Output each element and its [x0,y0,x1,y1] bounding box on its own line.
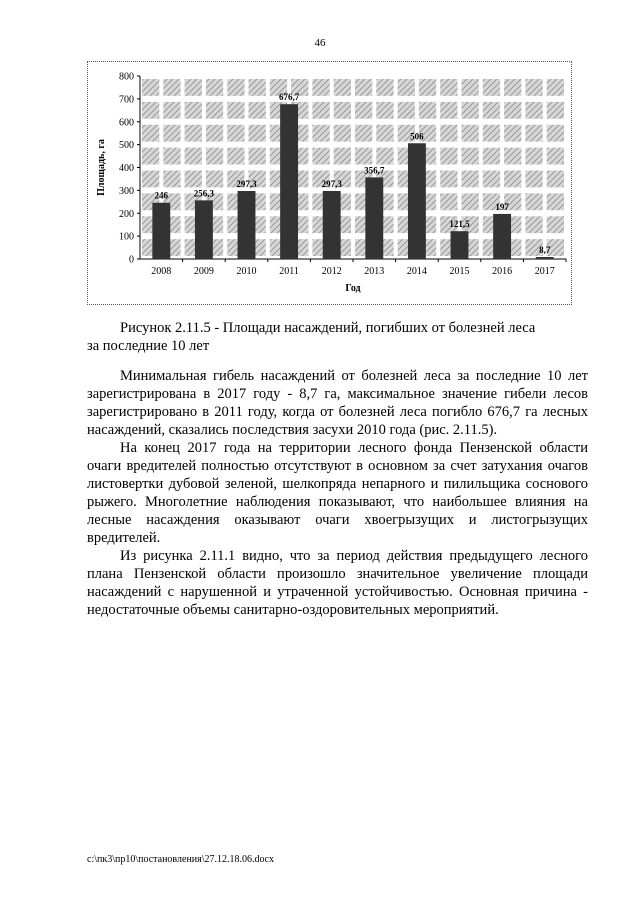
bar [536,257,554,259]
data-label: 246 [154,190,169,201]
page-number: 46 [314,37,326,49]
bar [238,191,256,259]
bar [365,177,383,259]
figure-caption [87,319,588,355]
caption-line-1-text: Рисунок 2.11.5 - Площади насаждений, погибших от болезней леса [120,320,536,336]
y-tick-label: 500 [119,140,134,152]
grid-column-gap [543,76,547,259]
grid-column-gap [266,76,270,259]
footer-file-path: c:\пк3\пр10\постановления\27.12.18.06.docx [87,854,274,865]
bar-chart [87,61,572,305]
grid-column-gap [223,76,227,259]
grid-column-gap [394,76,398,259]
y-tick-label: 600 [119,117,134,129]
x-axis-title: Год [345,283,361,294]
y-tick-label: 300 [119,185,134,197]
y-axis-title: Площадь, га [96,139,107,196]
x-tick-label: 2012 [321,266,342,277]
data-label: 356,7 [364,165,385,176]
paragraph-2: На конец 2017 года на территории лесного фонда Пензенской области очаги вредителей полностью отсутствуют в основном за счет затухания очагов листовертки дубовой зеленой, шелкопряда непарного и пилильщика соснового рыжего. Многолетние наблюдения показывают, что наибольшее влияния на лесные насаждения оказывают очаги хвоегрызущих и листогрызущих вредителей. [87,440,588,546]
y-tick-label: 100 [119,231,134,243]
bar [451,231,469,259]
data-label: 297,3 [321,178,342,189]
x-tick-label: 2010 [236,266,257,277]
grid-column-gap [436,76,440,259]
data-label: 676,7 [278,92,300,103]
x-tick-label: 2009 [193,266,214,277]
data-label: 506 [410,131,424,142]
y-tick-label: 700 [119,94,134,106]
grid-column-gap [479,76,483,259]
grid-column-gap [308,76,312,259]
bar [280,104,298,259]
x-tick-label: 2015 [449,266,470,277]
data-label: 297,3 [236,178,257,189]
bar [195,200,213,259]
grid-column-gap [181,76,185,259]
data-label: 197 [495,201,509,212]
grid-column-gap [351,76,355,259]
grid-column-gap [564,76,568,259]
caption-line-1 [87,319,588,337]
paragraph-3: Из рисунка 2.11.1 видно, что за период действия предыдущего лесного плана Пензенской области произошло значительное увеличение площади насаждений с нарушенной и утраченной устойчивостью. Основная причина - недостаточные объемы санитарно-оздоровительных мероприятий. [87,548,588,618]
x-tick-label: 2013 [364,266,385,277]
y-tick-label: 400 [119,163,134,174]
x-tick-label: 2017 [534,266,555,277]
x-tick-label: 2011 [279,266,299,277]
y-tick-label: 200 [119,208,134,220]
grid-column-gap [521,76,525,259]
x-tick-label: 2016 [492,266,513,277]
caption-line-2: за последние 10 лет [87,338,210,354]
x-tick-label: 2008 [151,266,172,277]
bar [323,191,341,259]
data-label: 256,3 [193,188,215,199]
x-tick-label: 2014 [406,266,427,277]
bar [152,203,170,259]
y-tick-label: 800 [119,71,134,83]
paragraph-1: Минимальная гибель насаждений от болезней леса за последние 10 лет зарегистрирована в 2017 году - 8,7 га, максимальное значение гибели лесов зарегистрировано в 2011 году, когда от болезней леса погибло 676,7 га лесных насаждений, сказались последствия засухи 2010 года (рис. 2.11.5). [87,368,588,438]
data-label: 121,5 [449,219,470,230]
bar [493,214,511,259]
chart-svg [88,62,573,306]
data-label: 8,7 [539,245,551,256]
bar [408,143,426,259]
body-text [87,367,588,619]
y-tick-label: 0 [129,254,134,266]
